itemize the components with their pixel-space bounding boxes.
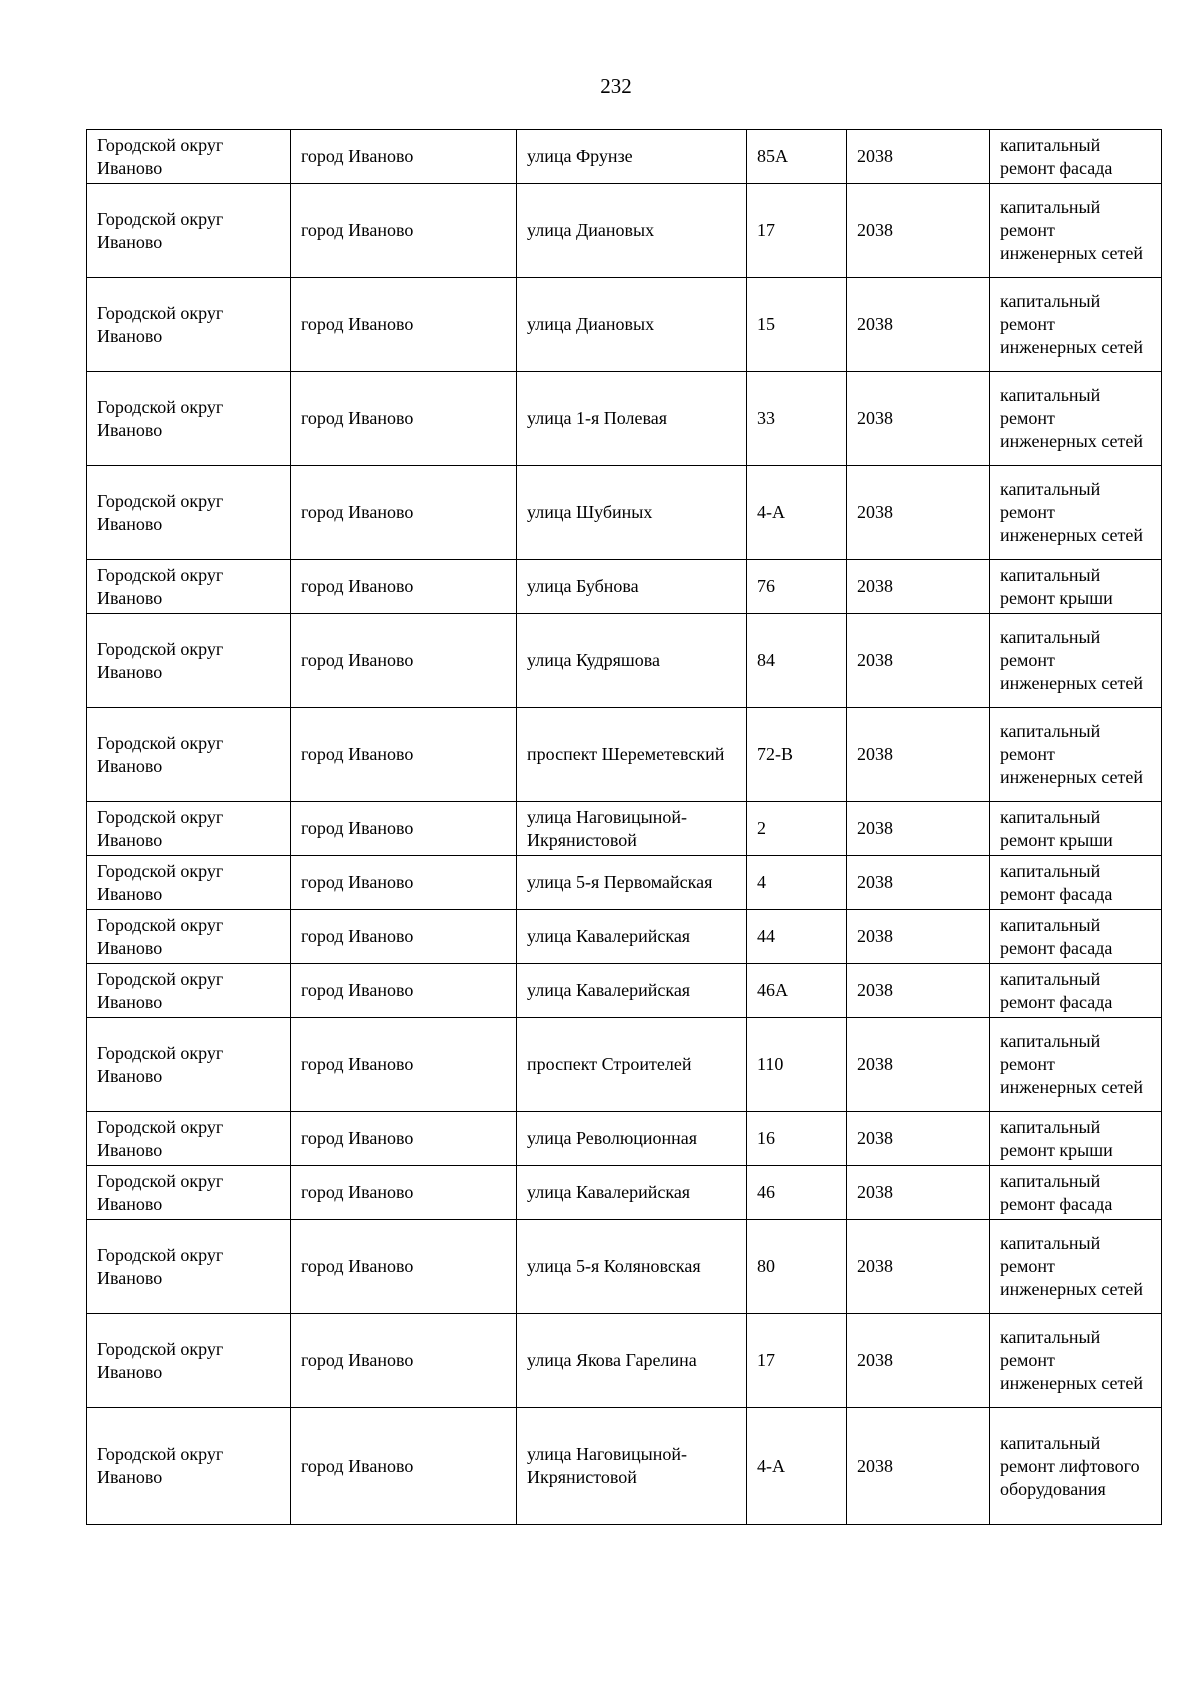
street-cell: проспект Строителей [517,1018,747,1112]
table-row [87,1018,1162,1112]
house-number-cell: 85А [747,130,847,184]
work-type-cell: капитальный ремонт инженерных сетей [990,1314,1162,1408]
table-row [87,1166,1162,1220]
street-cell: улица Кудряшова [517,614,747,708]
year-cell: 2038 [847,910,990,964]
year-cell: 2038 [847,802,990,856]
house-number-cell: 46А [747,964,847,1018]
table-row [87,1220,1162,1314]
settlement-cell: город Иваново [291,560,517,614]
table-row [87,802,1162,856]
street-cell: улица Бубнова [517,560,747,614]
municipality-cell: Городской округ Иваново [87,964,291,1018]
street-cell: улица Шубиных [517,466,747,560]
house-number-cell: 4 [747,856,847,910]
work-type-cell: капитальный ремонт крыши [990,560,1162,614]
settlement-cell: город Иваново [291,802,517,856]
house-number-cell: 4-А [747,466,847,560]
table-row [87,1408,1162,1525]
municipality-cell: Городской округ Иваново [87,856,291,910]
table-row [87,372,1162,466]
settlement-cell: город Иваново [291,1166,517,1220]
street-cell: улица Якова Гарелина [517,1314,747,1408]
settlement-cell: город Иваново [291,614,517,708]
work-type-cell: капитальный ремонт инженерных сетей [990,1018,1162,1112]
municipality-cell: Городской округ Иваново [87,802,291,856]
house-number-cell: 15 [747,278,847,372]
work-type-cell: капитальный ремонт лифтового оборудования [990,1408,1162,1525]
settlement-cell: город Иваново [291,184,517,278]
street-cell: улица Фрунзе [517,130,747,184]
settlement-cell: город Иваново [291,1220,517,1314]
municipality-cell: Городской округ Иваново [87,614,291,708]
house-number-cell: 44 [747,910,847,964]
table-row [87,1112,1162,1166]
table-row [87,278,1162,372]
house-number-cell: 33 [747,372,847,466]
table-row [87,184,1162,278]
year-cell: 2038 [847,1220,990,1314]
work-type-cell: капитальный ремонт фасада [990,856,1162,910]
street-cell: улица Кавалерийская [517,1166,747,1220]
municipality-cell: Городской округ Иваново [87,1112,291,1166]
settlement-cell: город Иваново [291,372,517,466]
work-type-cell: капитальный ремонт крыши [990,802,1162,856]
house-number-cell: 17 [747,184,847,278]
house-number-cell: 16 [747,1112,847,1166]
page-number: 232 [600,74,632,98]
municipality-cell: Городской округ Иваново [87,560,291,614]
street-cell: улица Диановых [517,184,747,278]
table-row [87,964,1162,1018]
year-cell: 2038 [847,184,990,278]
settlement-cell: город Иваново [291,1112,517,1166]
municipality-cell: Городской округ Иваново [87,184,291,278]
settlement-cell: город Иваново [291,278,517,372]
year-cell: 2038 [847,372,990,466]
settlement-cell: город Иваново [291,1408,517,1525]
work-type-cell: капитальный ремонт фасада [990,910,1162,964]
settlement-cell: город Иваново [291,708,517,802]
settlement-cell: город Иваново [291,910,517,964]
work-type-cell: капитальный ремонт фасада [990,130,1162,184]
year-cell: 2038 [847,856,990,910]
year-cell: 2038 [847,130,990,184]
street-cell: улица 5-я Коляновская [517,1220,747,1314]
street-cell: улица Кавалерийская [517,964,747,1018]
table-row [87,466,1162,560]
settlement-cell: город Иваново [291,1018,517,1112]
street-cell: улица 5-я Первомайская [517,856,747,910]
work-type-cell: капитальный ремонт инженерных сетей [990,708,1162,802]
house-number-cell: 80 [747,1220,847,1314]
house-number-cell: 46 [747,1166,847,1220]
table-row [87,856,1162,910]
municipality-cell: Городской округ Иваново [87,1408,291,1525]
house-number-cell: 72-В [747,708,847,802]
street-cell: улица Революционная [517,1112,747,1166]
work-type-cell: капитальный ремонт крыши [990,1112,1162,1166]
work-type-cell: капитальный ремонт инженерных сетей [990,184,1162,278]
house-number-cell: 4-А [747,1408,847,1525]
house-number-cell: 17 [747,1314,847,1408]
work-type-cell: капитальный ремонт инженерных сетей [990,614,1162,708]
year-cell: 2038 [847,964,990,1018]
street-cell: улица Кавалерийская [517,910,747,964]
table-row [87,614,1162,708]
municipality-cell: Городской округ Иваново [87,278,291,372]
settlement-cell: город Иваново [291,130,517,184]
municipality-cell: Городской округ Иваново [87,1314,291,1408]
table-row [87,910,1162,964]
year-cell: 2038 [847,614,990,708]
street-cell: улица Наговицыной-Икрянистовой [517,1408,747,1525]
table-row [87,130,1162,184]
municipality-cell: Городской округ Иваново [87,1166,291,1220]
work-type-cell: капитальный ремонт инженерных сетей [990,1220,1162,1314]
year-cell: 2038 [847,466,990,560]
year-cell: 2038 [847,708,990,802]
year-cell: 2038 [847,1408,990,1525]
street-cell: проспект Шереметевский [517,708,747,802]
year-cell: 2038 [847,1166,990,1220]
year-cell: 2038 [847,1314,990,1408]
year-cell: 2038 [847,560,990,614]
work-type-cell: капитальный ремонт фасада [990,1166,1162,1220]
year-cell: 2038 [847,1018,990,1112]
work-type-cell: капитальный ремонт фасада [990,964,1162,1018]
work-type-cell: капитальный ремонт инженерных сетей [990,278,1162,372]
house-number-cell: 110 [747,1018,847,1112]
municipality-cell: Городской округ Иваново [87,372,291,466]
table-row [87,560,1162,614]
repair-schedule-table [86,129,1162,1525]
work-type-cell: капитальный ремонт инженерных сетей [990,466,1162,560]
year-cell: 2038 [847,1112,990,1166]
house-number-cell: 84 [747,614,847,708]
year-cell: 2038 [847,278,990,372]
settlement-cell: город Иваново [291,964,517,1018]
municipality-cell: Городской округ Иваново [87,466,291,560]
work-type-cell: капитальный ремонт инженерных сетей [990,372,1162,466]
street-cell: улица Диановых [517,278,747,372]
municipality-cell: Городской округ Иваново [87,130,291,184]
municipality-cell: Городской округ Иваново [87,1220,291,1314]
house-number-cell: 2 [747,802,847,856]
settlement-cell: город Иваново [291,856,517,910]
table-row [87,1314,1162,1408]
street-cell: улица 1-я Полевая [517,372,747,466]
table-row [87,708,1162,802]
municipality-cell: Городской округ Иваново [87,1018,291,1112]
settlement-cell: город Иваново [291,466,517,560]
street-cell: улица Наговицыной-Икрянистовой [517,802,747,856]
municipality-cell: Городской округ Иваново [87,910,291,964]
municipality-cell: Городской округ Иваново [87,708,291,802]
settlement-cell: город Иваново [291,1314,517,1408]
house-number-cell: 76 [747,560,847,614]
